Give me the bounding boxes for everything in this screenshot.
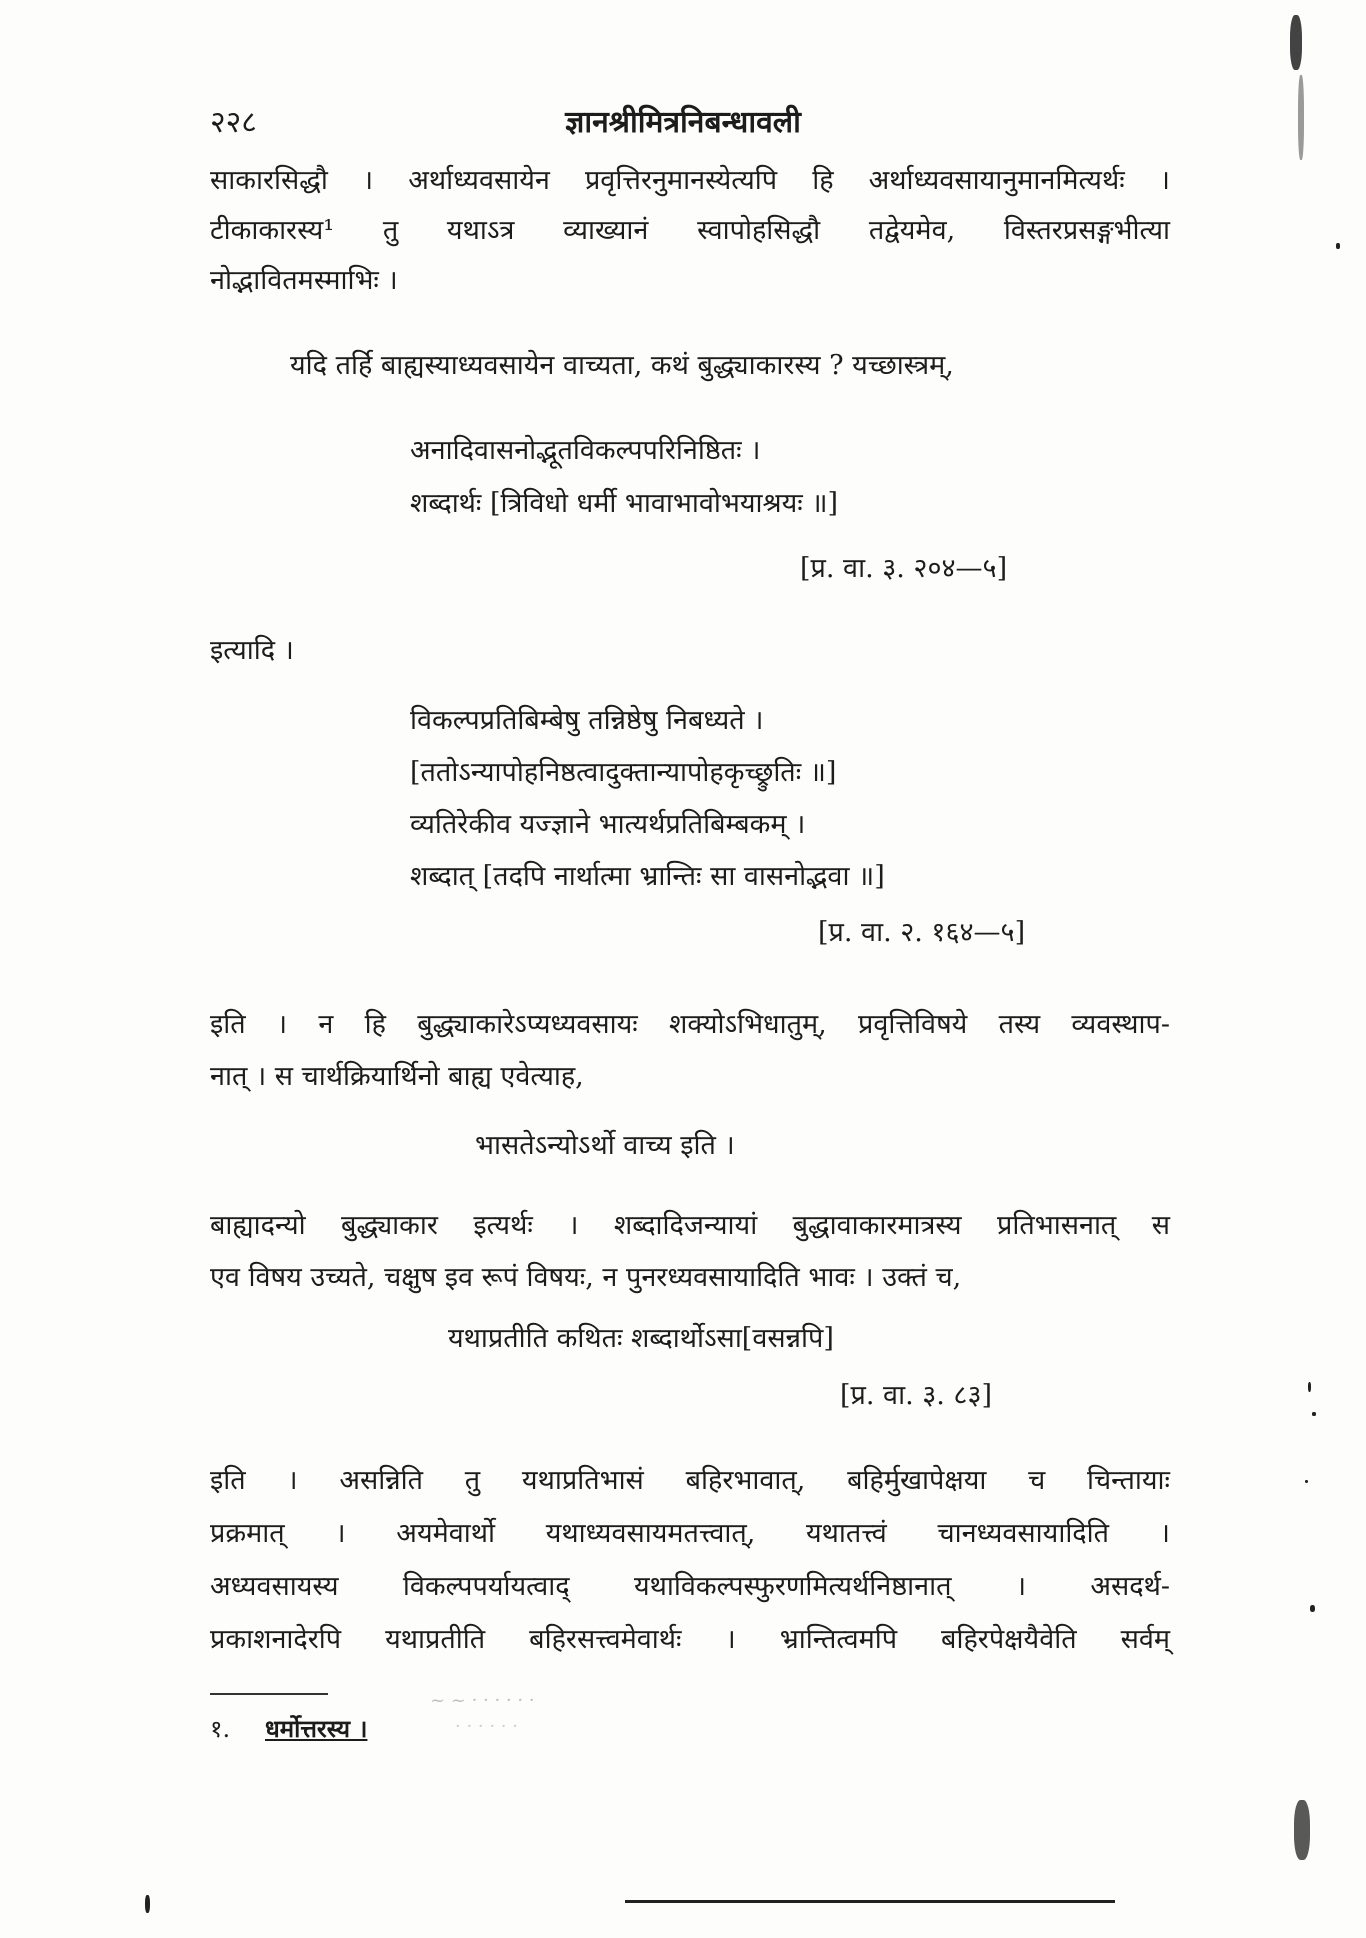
scan-artifact — [145, 1895, 150, 1913]
citation-reference: [प्र. वा. २. १६४—५] — [818, 917, 1026, 948]
scan-artifact — [1305, 1480, 1308, 1483]
scan-artifact — [1294, 1800, 1310, 1860]
citation-reference: [प्र. वा. ३. २०४—५] — [800, 553, 1008, 584]
scan-noise: · · · · · · — [455, 1716, 518, 1737]
paragraph-line: बाह्यादन्यो बुद्ध्याकार इत्यर्थः । शब्दादिजन्यायां बुद्धावाकारमात्रस्य प्रतिभासनात् स — [210, 1210, 1170, 1241]
citation-reference: [प्र. वा. ३. ८३] — [840, 1380, 993, 1411]
paragraph-line: अध्यवसायस्य विकल्पपर्यायत्वाद् यथाविकल्पस्फुरणमित्यर्थनिष्ठानात् । असदर्थ- — [210, 1571, 1170, 1602]
paragraph-line: एव विषय उच्यते, चक्षुष इव रूपं विषयः, न पुनरध्यवसायादिति भावः । उक्तं च, — [210, 1262, 962, 1293]
verse-line: विकल्पप्रतिबिम्बेषु तन्निष्ठेषु निबध्यते । — [410, 705, 764, 736]
paragraph-line: यदि तर्हि बाह्यस्याध्यवसायेन वाच्यता, कथं बुद्ध्याकारस्य ? यच्छास्त्रम्, — [290, 350, 954, 381]
bottom-rule — [625, 1900, 1115, 1903]
paragraph-line: साकारसिद्धौ । अर्थाध्यवसायेन प्रवृत्तिरनुमानस्येत्यपि हि अर्थाध्यवसायानुमानमित्यर्थः । — [210, 165, 1170, 196]
paragraph-line: इत्यादि । — [210, 635, 294, 666]
scan-artifact — [1312, 1412, 1316, 1416]
footnote-divider — [210, 1693, 328, 1695]
scan-artifact — [1298, 75, 1304, 160]
verse-line: शब्दात् [तदपि नार्थात्मा भ्रान्तिः सा वासनोद्भवा ॥] — [410, 861, 885, 892]
footnote-marker: १. — [210, 1715, 231, 1743]
scan-artifact — [1290, 15, 1302, 70]
scan-artifact — [1308, 1382, 1311, 1392]
paragraph-line: प्रकाशनादेरपि यथाप्रतीति बहिरसत्त्वमेवार्थः । भ्रान्तित्वमपि बहिरपेक्षयैवेति सर्वम् — [210, 1624, 1170, 1655]
verse-line: अनादिवासनोद्भूतविकल्पपरिनिष्ठितः । — [410, 435, 761, 466]
scan-artifact — [1336, 243, 1340, 249]
page-title: ज्ञानश्रीमित्रनिबन्धावली — [565, 105, 801, 140]
paragraph-line: नात् । स चार्थक्रियार्थिनो बाह्य एवेत्याह, — [210, 1061, 584, 1092]
paragraph-line: इति । न हि बुद्ध्याकारेऽप्यध्यवसायः शक्योऽभिधातुम्, प्रवृत्तिविषये तस्य व्यवस्थाप- — [210, 1009, 1170, 1040]
page-number: २२८ — [210, 105, 257, 140]
paragraph-line: टीकाकारस्य¹ तु यथाऽत्र व्याख्यानं स्वापोहसिद्धौ तद्वेयमेव, विस्तरप्रसङ्गभीत्या — [210, 215, 1170, 246]
scan-artifact — [1310, 1605, 1315, 1612]
verse-line: [ततोऽन्यापोहनिष्ठत्वादुक्तान्यापोहकृच्छ्रुतिः ॥] — [410, 757, 837, 788]
footnote-text: धर्मोत्तरस्य । — [265, 1714, 368, 1743]
verse-line: यथाप्रतीति कथितः शब्दार्थोऽसा[वसन्नपि] — [448, 1323, 834, 1354]
scan-noise: ~ ~ · · · · · · — [430, 1690, 535, 1711]
paragraph-line: इति । असन्निति तु यथाप्रतिभासं बहिरभावात्, बहिर्मुखापेक्षया च चिन्तायाः — [210, 1465, 1170, 1496]
quoted-line: भासतेऽन्योऽर्थो वाच्य इति । — [475, 1130, 735, 1161]
paragraph-line: नोद्भावितमस्माभिः । — [210, 265, 398, 296]
verse-line: व्यतिरेकीव यज्ज्ञाने भात्यर्थप्रतिबिम्बकम् । — [410, 809, 806, 840]
paragraph-line: प्रक्रमात् । अयमेवार्थो यथाध्यवसायमतत्त्वात्, यथातत्त्वं चानध्यवसायादिति । — [210, 1518, 1170, 1549]
verse-line: शब्दार्थः [त्रिविधो धर्मी भावाभावोभयाश्रयः ॥] — [410, 488, 839, 519]
